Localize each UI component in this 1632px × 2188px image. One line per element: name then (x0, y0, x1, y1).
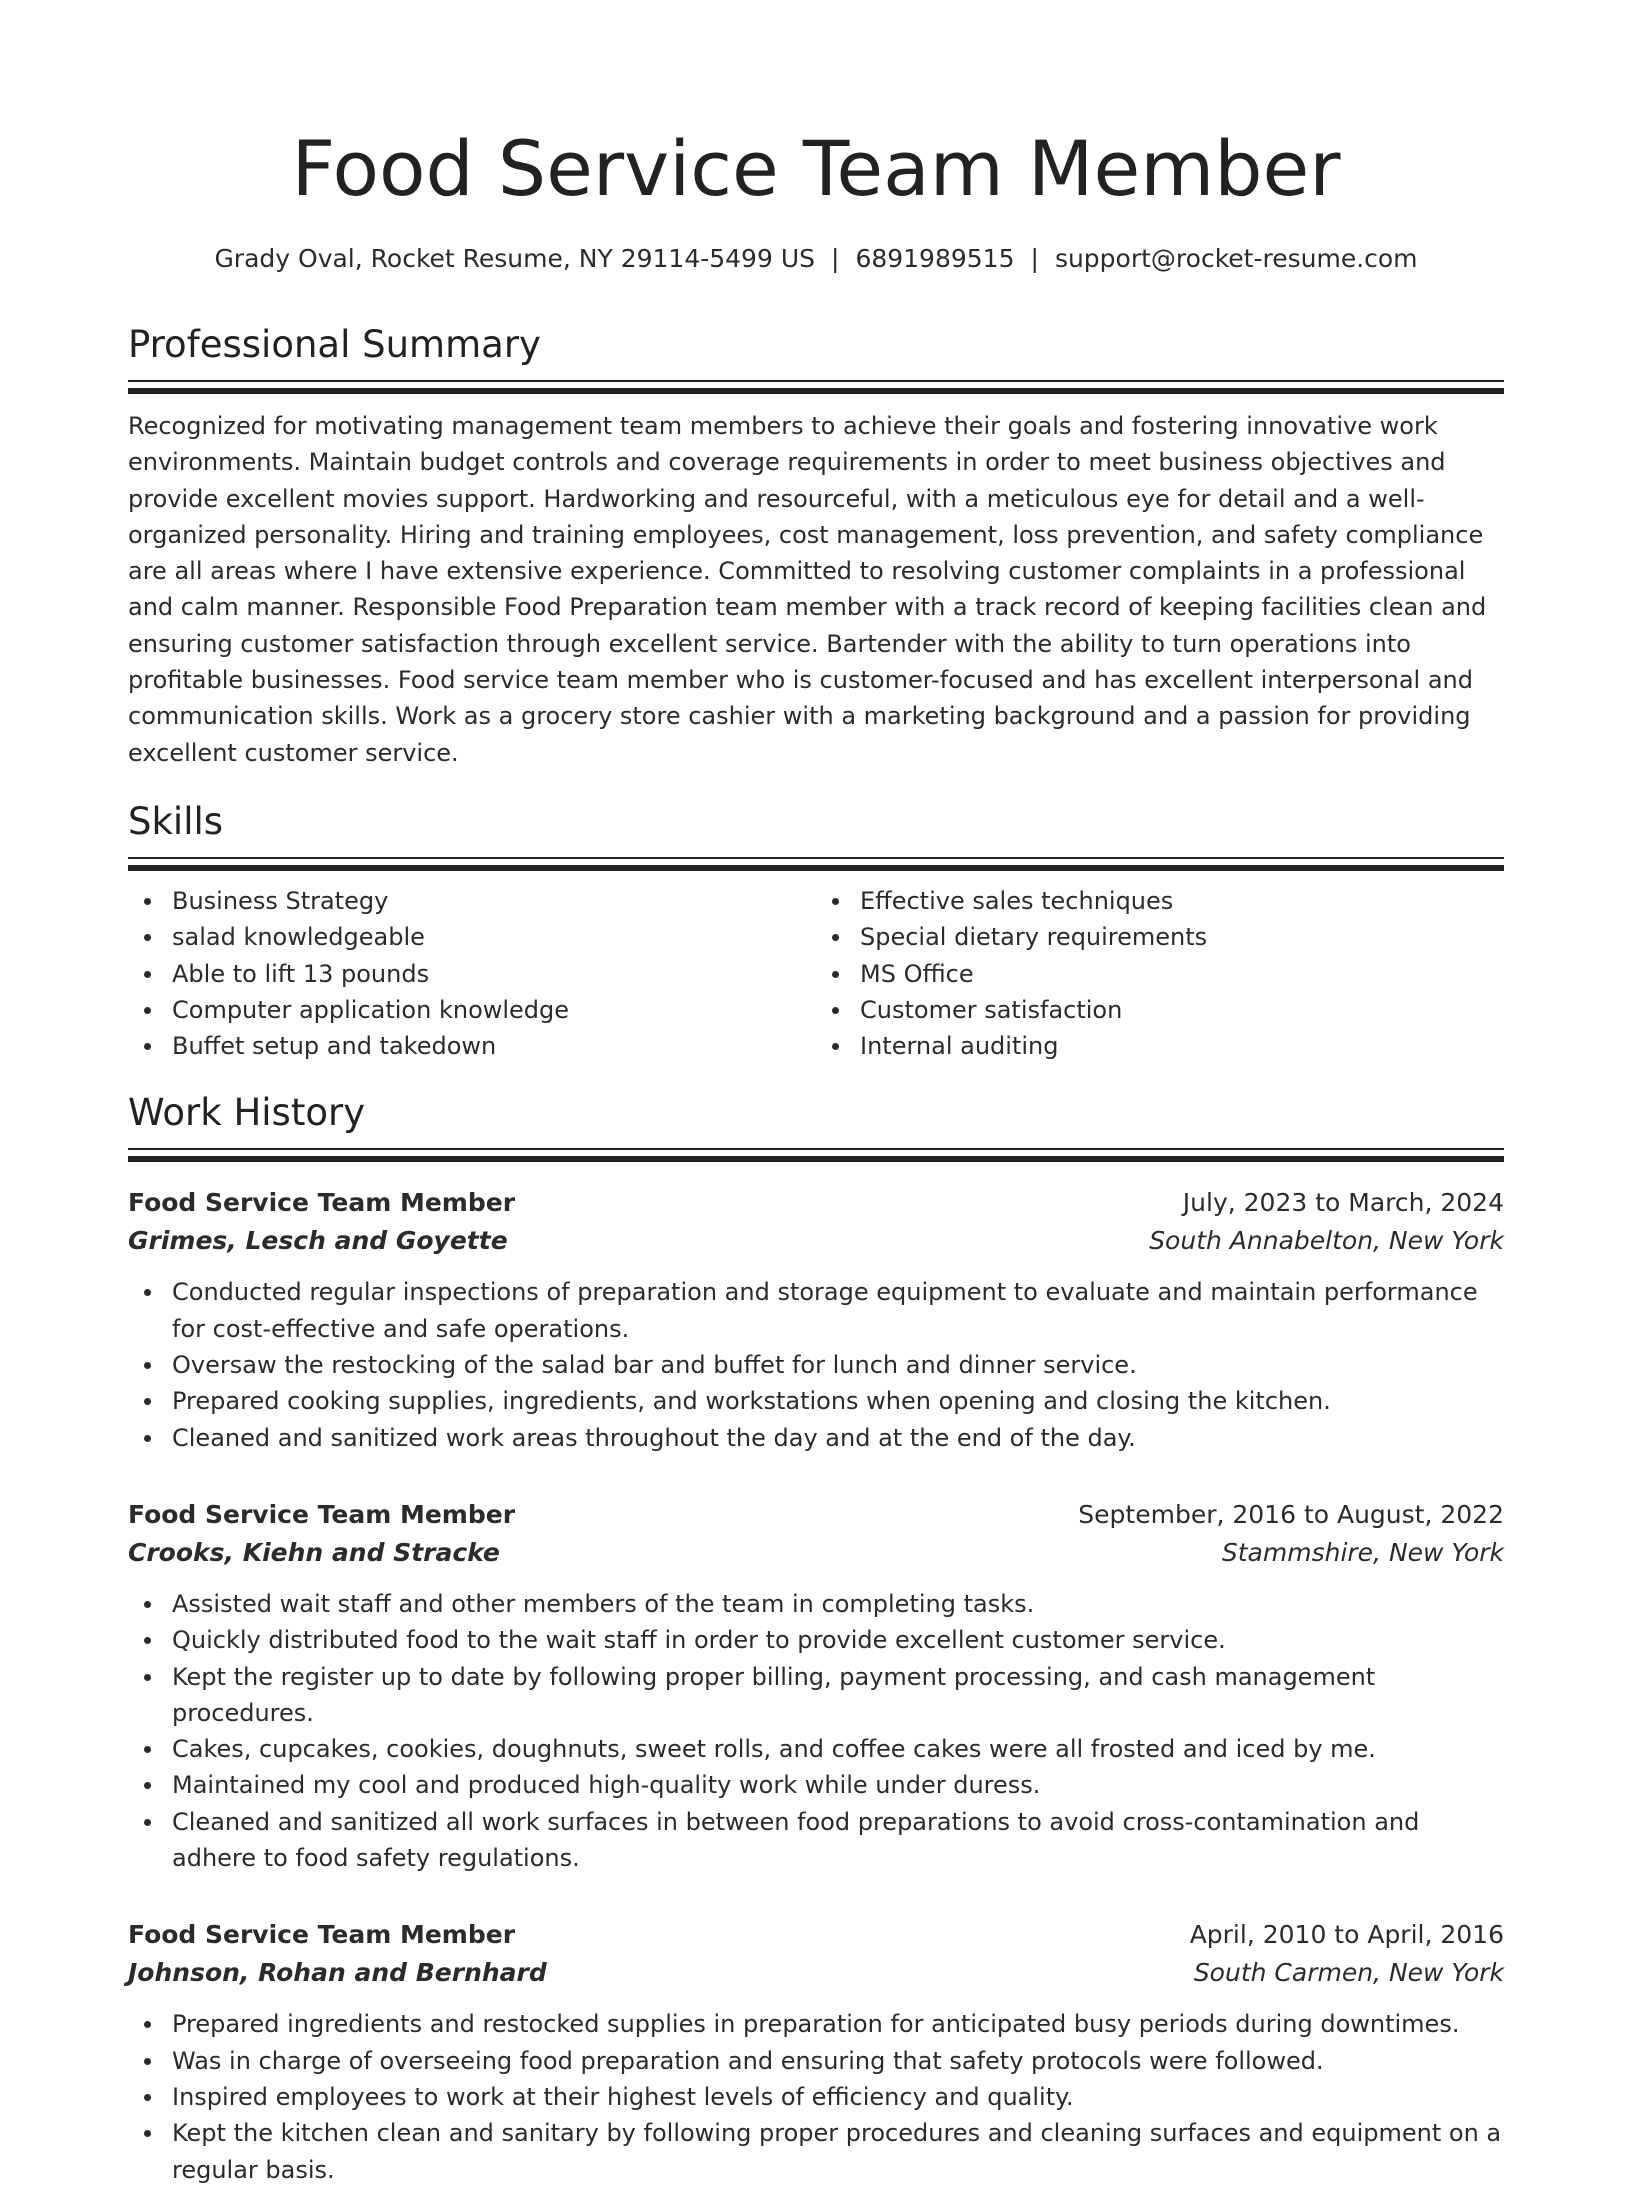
job-bullet: Assisted wait staff and other members of the team in completing tasks. (128, 1586, 1504, 1622)
skill-item: Special dietary requirements (816, 919, 1504, 955)
job-entry (128, 1916, 1504, 2187)
job-bullet: Cleaned and sanitized all work surfaces in between food preparations to avoid cross-contamination and adhere to food safety regulations. (128, 1804, 1504, 1877)
job-title: Food Service Team Member (128, 1499, 516, 1529)
job-dates: September, 2016 to August, 2022 (1078, 1499, 1504, 1529)
skill-item: Able to lift 13 pounds (128, 956, 816, 992)
skills-list-right (816, 883, 1504, 1064)
job-bullet: Kept the kitchen clean and sanitary by following proper procedures and cleaning surfaces and equipment on a regular basis. (128, 2115, 1504, 2188)
skill-item: Effective sales techniques (816, 883, 1504, 919)
job-bullet: Quickly distributed food to the wait staff in order to provide excellent customer service. (128, 1622, 1504, 1658)
skill-item: Computer application knowledge (128, 992, 816, 1028)
contact-separator: | (831, 244, 840, 273)
section-divider (128, 380, 1504, 394)
job-employer-row (128, 1954, 1504, 1992)
job-dates: April, 2010 to April, 2016 (1189, 1920, 1504, 1950)
contact-phone: 6891989515 (855, 244, 1015, 273)
job-employer-row (128, 1534, 1504, 1572)
contact-line (128, 242, 1504, 276)
job-title: Food Service Team Member (128, 1920, 516, 1950)
section-heading-skills: Skills (128, 799, 224, 843)
job-bullet: Inspired employees to work at their highest levels of efficiency and quality. (128, 2079, 1504, 2115)
job-bullet: Kept the register up to date by following proper billing, payment processing, and cash management procedures. (128, 1659, 1504, 1732)
skill-item: MS Office (816, 956, 1504, 992)
section-divider (128, 857, 1504, 871)
job-header-row (128, 1496, 1504, 1534)
resume-title: Food Service Team Member (291, 124, 1341, 213)
section-heading-summary: Professional Summary (128, 323, 541, 366)
job-location: South Carmen, New York (1193, 1958, 1504, 1988)
skills-section (128, 799, 1504, 1064)
skill-item: Internal auditing (816, 1028, 1504, 1064)
skill-item: Customer satisfaction (816, 992, 1504, 1028)
section-heading-work-history: Work History (128, 1091, 366, 1135)
job-dates: July, 2023 to March, 2024 (1182, 1188, 1504, 1218)
job-bullets (128, 2006, 1504, 2187)
job-title: Food Service Team Member (128, 1188, 516, 1218)
job-bullet: Was in charge of overseeing food preparation and ensuring that safety protocols were followed. (128, 2043, 1504, 2079)
job-bullet: Conducted regular inspections of preparation and storage equipment to evaluate and maintain performance for cost-effective and safe operations. (128, 1274, 1504, 1347)
summary-text: Recognized for motivating management team members to achieve their goals and fostering innovative work environments. Maintain budget controls and coverage requirements in order to meet business objectives and provide excellent movies support. Hardworking and resourceful, with a meticulous eye for detail and a well-organized personality. Hiring and training employees, cost management, loss prevention, and safety compliance are all areas where I have extensive experience. Committed to resolving customer complaints in a professional and calm manner. Responsible Food Preparation team member with a track record of keeping facilities clean and ensuring customer satisfaction through excellent service. Bartender with the ability to turn operations into profitable businesses. Food service team member who is customer-focused and has excellent interpersonal and communication skills. Work as a grocery store cashier with a marketing background and a passion for providing excellent customer service. (128, 412, 1487, 767)
job-bullet: Cakes, cupcakes, cookies, doughnuts, sweet rolls, and coffee cakes were all frosted and iced by me. (128, 1731, 1504, 1767)
job-entry (128, 1184, 1504, 1455)
job-company: Grimes, Lesch and Goyette (128, 1226, 508, 1256)
job-bullet: Cleaned and sanitized work areas throughout the day and at the end of the day. (128, 1420, 1504, 1456)
skills-columns (128, 883, 1504, 1064)
skills-list-left (128, 883, 816, 1064)
job-bullet: Prepared ingredients and restocked supplies in preparation for anticipated busy periods during downtimes. (128, 2006, 1504, 2042)
job-header-row (128, 1916, 1504, 1954)
job-location: South Annabelton, New York (1149, 1226, 1504, 1256)
work-history-section (128, 1090, 1504, 2187)
job-bullets (128, 1274, 1504, 1455)
skill-item: salad knowledgeable (128, 919, 816, 955)
job-employer-row (128, 1222, 1504, 1260)
job-bullet: Maintained my cool and produced high-quality work while under duress. (128, 1767, 1504, 1803)
job-location: Stammshire, New York (1221, 1537, 1504, 1567)
contact-email: support@rocket-resume.com (1054, 244, 1418, 273)
skill-item: Buffet setup and takedown (128, 1028, 816, 1064)
job-bullet: Prepared cooking supplies, ingredients, and workstations when opening and closing the kitchen. (128, 1383, 1504, 1419)
contact-separator: | (1030, 244, 1039, 273)
job-company: Johnson, Rohan and Bernhard (128, 1958, 547, 1988)
job-bullet: Oversaw the restocking of the salad bar and buffet for lunch and dinner service. (128, 1347, 1504, 1383)
contact-address: Grady Oval, Rocket Resume, NY 29114-5499 US (214, 244, 815, 273)
section-divider (128, 1148, 1504, 1162)
job-header-row (128, 1184, 1504, 1222)
job-company: Crooks, Kiehn and Stracke (128, 1537, 500, 1567)
skill-item: Business Strategy (128, 883, 816, 919)
job-entry (128, 1496, 1504, 1876)
job-bullets (128, 1586, 1504, 1876)
professional-summary-section (128, 322, 1504, 771)
